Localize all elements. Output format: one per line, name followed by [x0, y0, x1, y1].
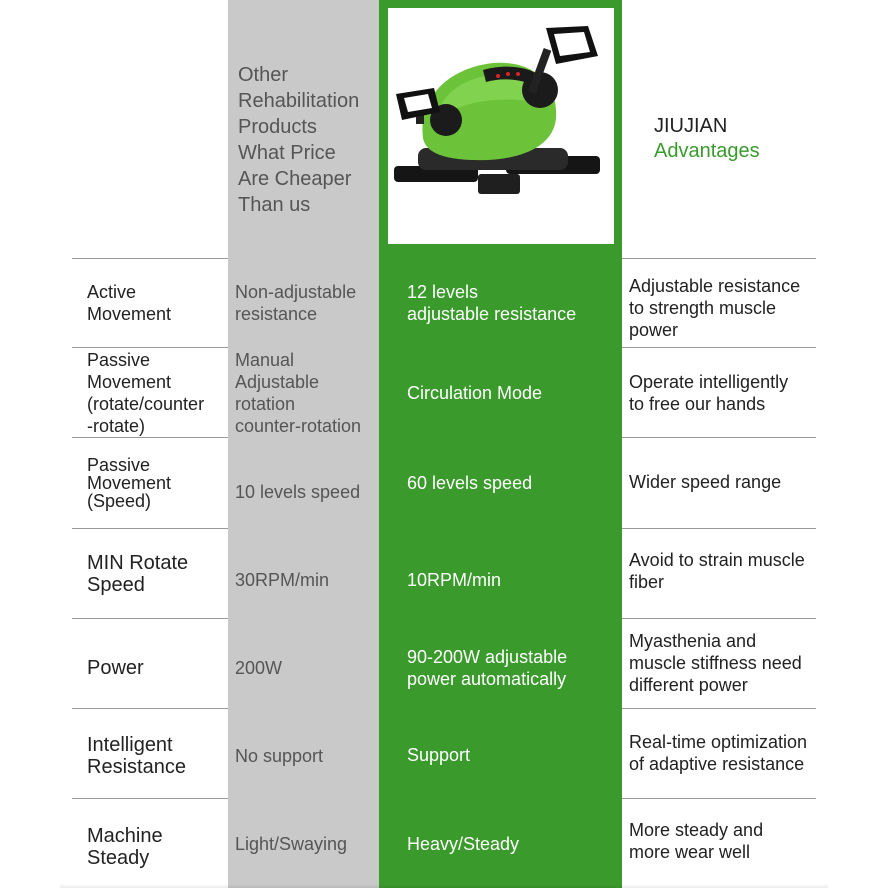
- product-image: [388, 8, 614, 244]
- jiujian-value-active-movement: 12 levels adjustable resistance: [407, 282, 577, 324]
- competitor-value-passive-rotate: Manual Adjustable rotation counter-rotation: [235, 349, 362, 436]
- competitor-value-machine-steady: Light/Swaying: [235, 834, 348, 854]
- competitor-header: Other Rehabilitation Products What Price Are Cheaper Than us: [238, 64, 360, 216]
- row-label-passive-speed: Passive Movement (Speed): [87, 455, 172, 511]
- jiujian-value-intelligent-resistance: Support: [407, 745, 471, 765]
- row-label-passive-rotate: Passive Movement (rotate/counter -rotate): [87, 349, 205, 436]
- advantage-passive-speed: Wider speed range: [629, 472, 782, 492]
- competitor-value-power: 200W: [235, 657, 283, 678]
- competitor-value-min-rotate-speed: 30RPM/min: [235, 569, 330, 590]
- advantage-active-movement: Adjustable resistance to strength muscle power: [629, 276, 801, 340]
- advantage-intelligent-resistance: Real-time optimization of adaptive resistance: [629, 732, 808, 774]
- pedal-exerciser-icon: [388, 8, 614, 244]
- competitor-value-active-movement: Non-adjustable resistance: [235, 282, 357, 324]
- row-label-intelligent-resistance: Intelligent Resistance: [87, 734, 186, 778]
- row-label-machine-steady: Machine Steady: [87, 824, 163, 869]
- advantage-power: Myasthenia and muscle stiffness need different power: [629, 630, 802, 695]
- competitor-value-passive-speed: 10 levels speed: [235, 482, 361, 502]
- advantage-machine-steady: More steady and more wear well: [629, 820, 764, 862]
- advantages-label: Advantages: [654, 140, 760, 162]
- advantage-passive-rotate: Operate intelligently to free our hands: [629, 371, 789, 414]
- row-label-min-rotate-speed: MIN Rotate Speed: [87, 551, 189, 596]
- jiujian-value-power: 90-200W adjustable power automatically: [407, 646, 568, 689]
- competitor-value-intelligent-resistance: No support: [235, 746, 324, 766]
- brand-name: JIUJIAN: [654, 115, 728, 137]
- advantage-min-rotate-speed: Avoid to strain muscle fiber: [629, 549, 805, 592]
- jiujian-value-machine-steady: Heavy/Steady: [407, 833, 520, 854]
- row-label-active-movement: Active Movement: [87, 282, 172, 324]
- jiujian-header: [654, 114, 760, 164]
- jiujian-value-passive-rotate: Circulation Mode: [407, 382, 543, 403]
- row-label-power: Power: [87, 656, 144, 679]
- jiujian-value-min-rotate-speed: 10RPM/min: [407, 569, 502, 590]
- jiujian-value-passive-speed: 60 levels speed: [407, 473, 533, 493]
- bottom-shadow: [60, 884, 828, 888]
